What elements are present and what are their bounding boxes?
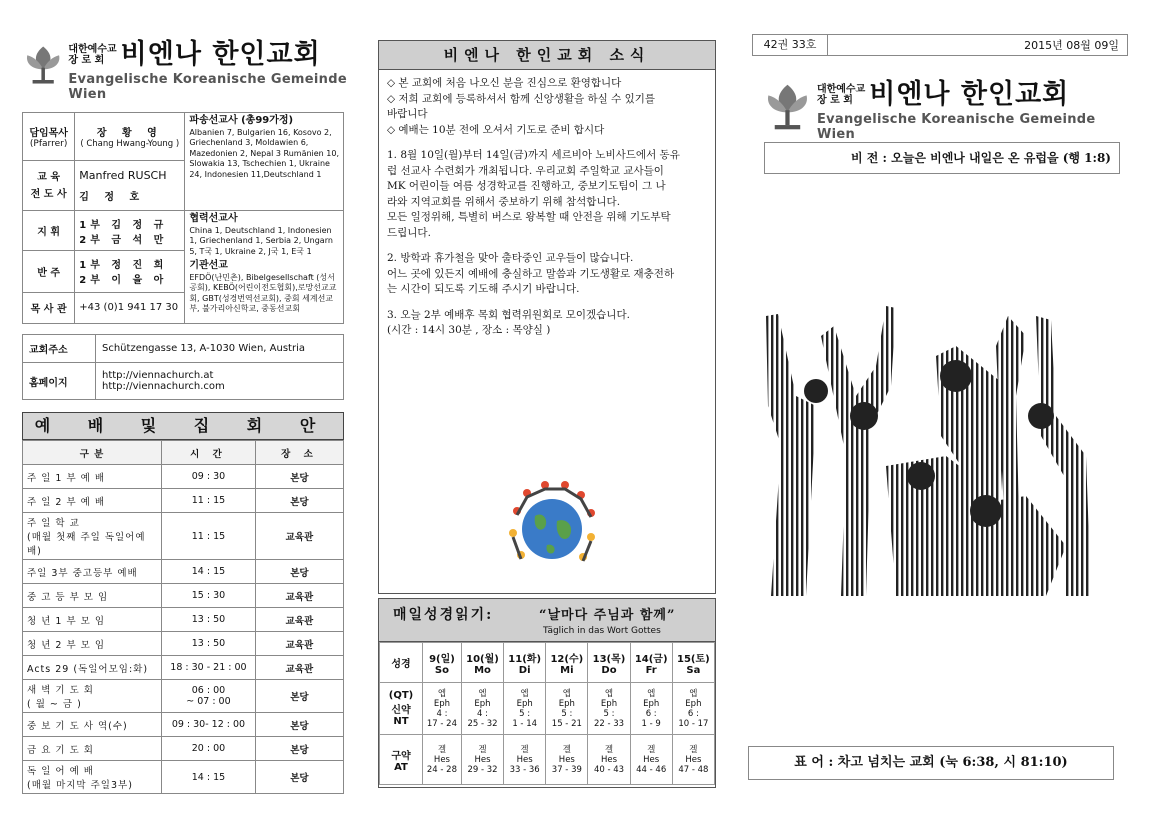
cover-church-name: 비엔나 한인교회 <box>869 79 1070 110</box>
service-time: 15 : 30 <box>162 584 256 608</box>
service-name: 중 고 등 부 모 임 <box>23 584 162 608</box>
reading-nt-cell: 엡 Eph 5 : 1 - 14 <box>504 683 546 735</box>
reading-panel <box>378 598 716 788</box>
service-row <box>23 489 344 513</box>
reading-row <box>380 735 715 785</box>
reading-day-weekday: Mo <box>474 664 491 676</box>
reading-day-weekday: Di <box>518 664 531 676</box>
service-row <box>23 713 344 737</box>
issue-date: 2015년 08월 09일 <box>1024 39 1119 52</box>
services-header-row <box>23 441 344 465</box>
service-place: 본당 <box>255 560 343 584</box>
reading-day-cell <box>588 643 630 683</box>
jiwi-names: 1부 김 정 규 2부 금 석 만 <box>75 211 185 251</box>
service-name: 주 일 1 부 예 배 <box>23 465 162 489</box>
elder-label: 교 육 전 도 사 <box>23 161 75 211</box>
pastor-name: 장 황 영 ( Chang Hwang-Young ) <box>75 113 185 161</box>
service-row <box>23 737 344 761</box>
reading-row <box>380 683 715 735</box>
reading-day-date: 12(수) <box>550 653 584 665</box>
news-item-3: 3. 오늘 2부 예배후 목회 협력위원회로 모이겠습니다. (시간 : 14시 30분 , 장소 : 목양실 ) <box>387 308 630 336</box>
reading-day-cell <box>630 643 672 683</box>
office-phone: +43 (0)1 941 17 30 <box>75 292 185 323</box>
logo-line2: 장 로 회 <box>68 55 105 66</box>
service-name: 주 일 학 교 (매월 첫째 주일 독일어예배) <box>23 513 162 560</box>
service-row <box>23 680 344 713</box>
service-time: 09 : 30- 12 : 00 <box>162 713 256 737</box>
church-logo-icon-cover <box>762 80 813 134</box>
reading-day-cell <box>504 643 546 683</box>
news-panel <box>378 40 716 594</box>
elder-names: Manfred RUSCH 김 정 호 <box>75 161 185 211</box>
reading-at-cell: 겔 Hes 29 - 32 <box>461 735 503 785</box>
news-body <box>379 70 715 345</box>
service-place: 교육관 <box>255 584 343 608</box>
website-links <box>96 363 344 400</box>
welcome-bullet: ◇ 본 교회에 처음 나오신 분을 진심으로 환영합니다 <box>387 77 622 89</box>
service-time: 13 : 50 <box>162 608 256 632</box>
reading-day-weekday: So <box>434 664 449 676</box>
reading-nt-cell: 엡 Eph 5 : 15 - 21 <box>546 683 588 735</box>
service-row <box>23 465 344 489</box>
issue-bar <box>752 34 1128 56</box>
reading-nt-cell: 엡 Eph 4 : 17 - 24 <box>423 683 462 735</box>
church-logo-icon <box>22 40 64 90</box>
coop-org-info: 협력선교사 China 1, Deutschland 1, Indonesien 1, Griechenland 1, Serbia 2, Ungarn 5, T국 1, Ukraine 2, J국 1, E국 1 기관선교 EFDÖ(난민촌), Bibelgesellschaft (성서공회), KEBÖ(어린이전도협회),로망선교교회, GBT(성경번역선교회), 중회 세계선교부, 불가리아신학교, 중동선교회 <box>185 211 344 324</box>
reading-day-date: 14(금) <box>634 653 668 665</box>
service-row <box>23 560 344 584</box>
reading-header <box>379 599 715 642</box>
reading-nt-cell: 엡 Eph 6 : 1 - 9 <box>630 683 672 735</box>
service-place: 본당 <box>255 680 343 713</box>
service-name: 새 벽 기 도 회 ( 월 ~ 금 ) <box>23 680 162 713</box>
services-header-cell: 시 간 <box>162 441 256 465</box>
service-place: 교육관 <box>255 608 343 632</box>
issue-number: 42권 33호 <box>753 35 828 55</box>
service-time: 18 : 30 - 21 : 00 <box>162 656 256 680</box>
register-bullet: ◇ 저희 교회에 등록하셔서 함께 신앙생활을 하실 수 있기를 바랍니다 <box>387 92 656 120</box>
reading-at-cell: 겔 Hes 37 - 39 <box>546 735 588 785</box>
reading-day-date: 11(화) <box>508 653 542 665</box>
reading-nt-cell: 엡 Eph 4 : 25 - 32 <box>461 683 503 735</box>
service-row <box>23 584 344 608</box>
news-item-2: 2. 방학과 휴가철을 맞아 출타중인 교우들이 많습니다. 어느 곳에 있든지 예배에 충실하고 말씀과 기도생활로 재충전하 는 시간이 되도록 기도해 주시기 바랍니다. <box>387 252 675 295</box>
banju-names: 1부 정 진 희 2부 이 을 아 <box>75 250 185 292</box>
service-time: 11 : 15 <box>162 489 256 513</box>
pastor-label: 담임목사 (Pfarrer) <box>23 113 75 161</box>
reading-day-date: 9(일) <box>429 653 455 665</box>
reading-day-weekday: Do <box>601 664 617 676</box>
services-table <box>22 440 344 794</box>
office-label: 목 사 관 <box>23 292 75 323</box>
website-link-com[interactable]: http://viennachurch.com <box>102 381 225 393</box>
service-time: 11 : 15 <box>162 513 256 560</box>
reading-german: Täglich in das Wort Gottes <box>543 626 661 636</box>
service-name: 주일 3부 중고등부 예배 <box>23 560 162 584</box>
service-time: 14 : 15 <box>162 761 256 794</box>
prepare-bullet: ◇ 예배는 10분 전에 오셔서 기도로 준비 합시다 <box>387 123 605 136</box>
reading-day-weekday: Mi <box>560 664 574 676</box>
service-name: 주 일 2 부 예 배 <box>23 489 162 513</box>
globe-children-illustration <box>497 471 607 581</box>
staff-table <box>22 112 344 324</box>
reading-day-cell <box>672 643 714 683</box>
reading-at-cell: 겔 Hes 33 - 36 <box>504 735 546 785</box>
reading-day-date: 13(목) <box>592 653 626 665</box>
address-value: Schützengasse 13, A-1030 Wien, Austria <box>96 335 344 363</box>
reading-day-weekday: Sa <box>686 664 701 676</box>
reading-day-cell <box>461 643 503 683</box>
address-label: 교회주소 <box>23 335 96 363</box>
reading-day-weekday: Fr <box>645 664 657 676</box>
banju-label: 반 주 <box>23 250 75 292</box>
reading-at-cell: 겔 Hes 44 - 46 <box>630 735 672 785</box>
reading-day-cell <box>423 643 462 683</box>
services-header-cell: 장 소 <box>255 441 343 465</box>
service-time: 06 : 00 ~ 07 : 00 <box>162 680 256 713</box>
service-name: 금 요 기 도 회 <box>23 737 162 761</box>
cover-church-name-german: Evangelische Koreanische Gemeinde Wien <box>816 112 1096 142</box>
service-name: 청 년 1 부 모 임 <box>23 608 162 632</box>
service-place: 본당 <box>255 761 343 794</box>
church-name-german: Evangelische Koreanische Gemeinde Wien <box>68 72 347 102</box>
service-name: 청 년 2 부 모 임 <box>23 632 162 656</box>
reading-row-label: (QT) 신약 NT <box>380 683 423 735</box>
service-name: Acts 29 (독일어모임:화) <box>23 656 162 680</box>
service-place: 본당 <box>255 489 343 513</box>
reading-row-label: 성경 <box>380 643 423 683</box>
service-place: 교육관 <box>255 656 343 680</box>
service-place: 본당 <box>255 737 343 761</box>
reading-day-date: 15(토) <box>677 653 710 665</box>
reading-nt-cell: 엡 Eph 5 : 22 - 33 <box>588 683 630 735</box>
service-place: 교육관 <box>255 513 343 560</box>
reading-day-cell <box>546 643 588 683</box>
reading-at-cell: 겔 Hes 47 - 48 <box>672 735 714 785</box>
website-label: 홈페이지 <box>23 363 96 400</box>
news-title: 비엔나 한인교회 소식 <box>379 41 715 70</box>
service-name: 독 일 어 예 배 (매월 마지막 주일3부) <box>23 761 162 794</box>
service-row <box>23 632 344 656</box>
reading-row <box>380 643 715 683</box>
praise-figures-illustration <box>746 296 1126 646</box>
service-time: 20 : 00 <box>162 737 256 761</box>
services-header-cell: 구 분 <box>23 441 162 465</box>
service-time: 09 : 30 <box>162 465 256 489</box>
reading-title: 매일성경읽기: <box>393 607 494 623</box>
reading-at-cell: 겔 Hes 40 - 43 <box>588 735 630 785</box>
left-logo <box>22 40 352 102</box>
vision-banner: 비 전 : 오늘은 비엔나 내일은 온 유럽을 (행 1:8) <box>764 142 1120 174</box>
service-row <box>23 761 344 794</box>
service-row <box>23 513 344 560</box>
reading-row-label: 구약 AT <box>380 735 423 785</box>
service-place: 본당 <box>255 713 343 737</box>
missionary-info: 파송선교사 (총99가정) Albanien 7, Bulgarien 16, Kosovo 2, Griechenland 3, Moldawien 6, Mazedonien 2, Nepal 3 Rumänien 10, Slowakia 13, Tschechien 1, Ukraine 24, Indonesien 11,Deutschland 1 <box>185 113 344 211</box>
reading-at-cell: 겔 Hes 24 - 28 <box>423 735 462 785</box>
cover-logo-line2: 장 로 회 <box>816 95 853 106</box>
reading-nt-cell: 엡 Eph 6 : 10 - 17 <box>672 683 714 735</box>
service-place: 본당 <box>255 465 343 489</box>
cover-logo <box>762 80 1132 142</box>
news-item-1: 1. 8월 10일(월)부터 14일(금)까지 세르비아 노비사드에서 동유 럽 선교사 수련회가 개최됩니다. 우리교회 주일학교 교사들이 MK 어린이들 여름 성경학교를 진행하고, 중보기도팀이 그 나 라와 지역교회를 위해서 중보하기 위해 참석합니다. 모든 일정위해, 특별히 버스로 왕복할 때 안전을 위해 기도부탁 드립니다. <box>387 149 680 239</box>
reading-day-date: 10(월) <box>466 653 499 665</box>
service-time: 13 : 50 <box>162 632 256 656</box>
service-time: 14 : 15 <box>162 560 256 584</box>
address-table <box>22 334 344 400</box>
reading-subtitle: “날마다 주님과 함께” <box>539 608 676 623</box>
service-place: 교육관 <box>255 632 343 656</box>
service-name: 중 보 기 도 사 역(수) <box>23 713 162 737</box>
services-title: 예 배 및 집 회 안 <box>22 412 344 440</box>
jiwi-label: 지 휘 <box>23 211 75 251</box>
logo-line1: 대한예수교 <box>68 44 117 55</box>
service-row <box>23 656 344 680</box>
service-row <box>23 608 344 632</box>
reading-table <box>379 642 715 785</box>
website-link-at[interactable]: http://viennachurch.at <box>102 370 214 382</box>
church-name: 비엔나 한인교회 <box>120 39 321 70</box>
motto-banner: 표 어 : 차고 넘치는 교회 (눅 6:38, 시 81:10) <box>748 746 1114 780</box>
cover-logo-line1: 대한예수교 <box>816 84 866 95</box>
